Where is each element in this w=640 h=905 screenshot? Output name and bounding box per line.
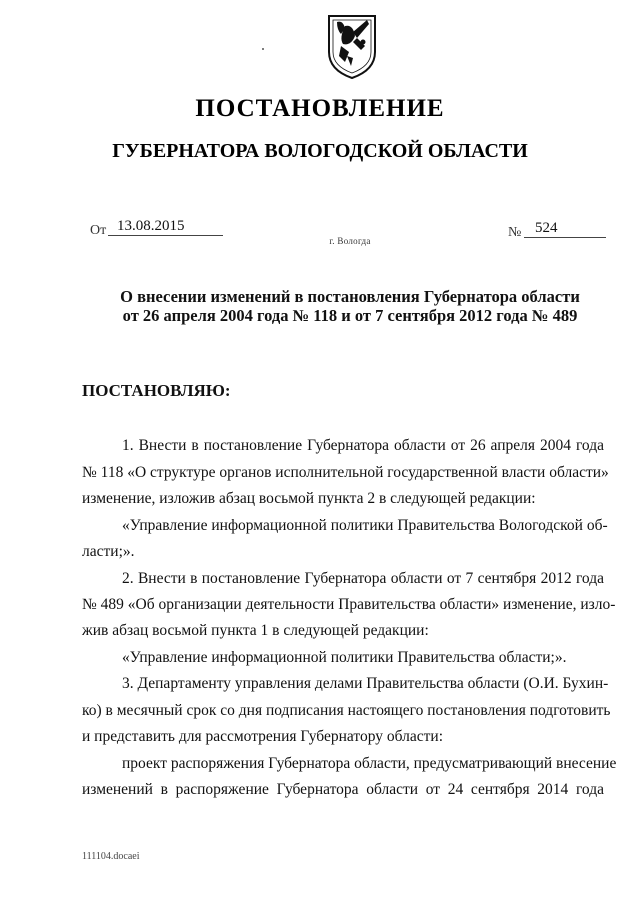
body-line: проект распоряжения Губернатора области, предусматривающий внесение (122, 755, 617, 772)
document-date: 13.08.2015 (117, 218, 185, 234)
decree-word: ПОСТАНОВЛЯЮ: (82, 381, 231, 400)
body-line: «Управление информационной политики Правительства области;». (122, 649, 567, 666)
number-label: № (508, 225, 522, 240)
scan-speck (262, 48, 264, 50)
body-line: ко) в месячный срок со дня подписания настоящего постановления подготовить (82, 702, 611, 719)
body-line: «Управление информационной политики Правительства Вологодской об- (122, 517, 608, 534)
body-line: 1. Внести в постановление Губернатора области от 26 апреля 2004 года (122, 437, 604, 454)
document-issuer: ГУБЕРНАТОРА ВОЛОГОДСКОЙ ОБЛАСТИ (112, 140, 528, 162)
subject-line-1: О внесении изменений в постановления Губернатора области (120, 287, 580, 306)
body-line: 2. Внести в постановление Губернатора области от 7 сентября 2012 года (122, 570, 604, 587)
body-line: 3. Департаменту управления делами Правительства области (О.И. Бухин- (122, 675, 609, 692)
document-subject (60, 287, 640, 325)
body-line: № 118 «О структуре органов исполнительной государственной власти области» (82, 464, 609, 481)
document-title: ПОСТАНОВЛЕНИЕ (195, 95, 445, 122)
coat-of-arms-emblem (327, 12, 377, 80)
body-line: ласти;». (82, 543, 135, 560)
from-label: От (90, 223, 107, 238)
subject-line-2: от 26 апреля 2004 года № 118 и от 7 сентября 2012 года № 489 (122, 306, 578, 325)
body-line: жив абзац восьмой пункта 1 в следующей редакции: (82, 622, 429, 639)
body-line: изменений в распоряжение Губернатора области от 24 сентября 2014 года (82, 781, 604, 798)
body-line: и представить для рассмотрения Губернатору области: (82, 728, 443, 745)
body-line: № 489 «Об организации деятельности Правительства области» изменение, изло- (82, 596, 616, 613)
city: г. Вологда (329, 236, 371, 246)
body-line: изменение, изложив абзац восьмой пункта 2 в следующей редакции: (82, 490, 536, 507)
footer-file-id: 111104.docaei (82, 851, 140, 862)
document-number: 524 (535, 220, 558, 236)
